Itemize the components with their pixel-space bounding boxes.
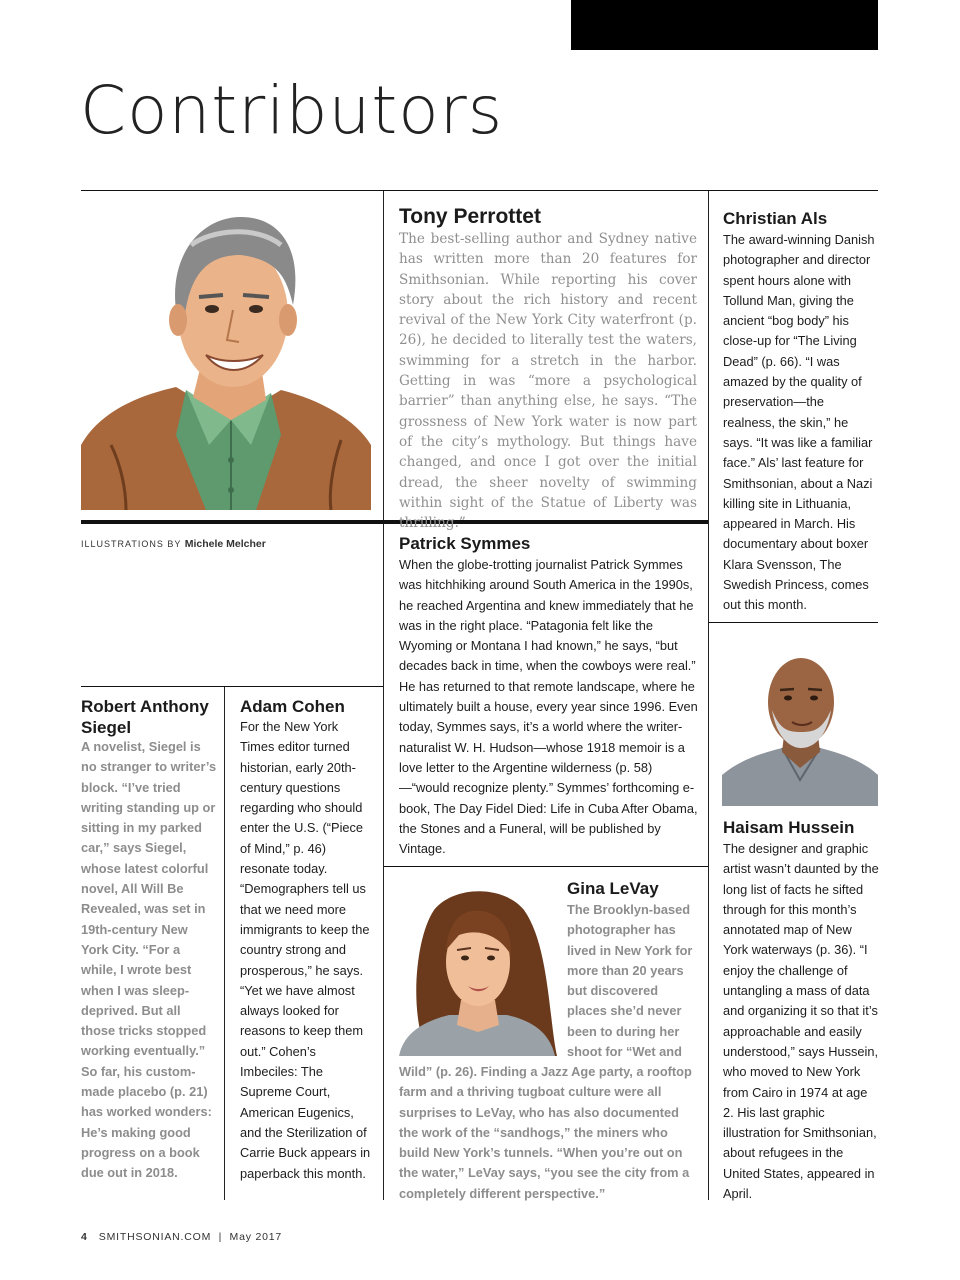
illustration-credit <box>81 538 266 550</box>
levay-bio-wrap: The Brooklyn-based photographer has lived in New York for more than 20 years but discovered places she’d never been to during her shoot for “Wet and <box>567 902 693 1060</box>
credit-prefix: ILLUSTRATIONS BY <box>81 539 182 549</box>
column-divider-right <box>708 191 709 1200</box>
column-divider-left <box>383 191 384 1200</box>
siegel-bio: A novelist, Siegel is no stranger to writer’s block. “I’ve tried writing standing up or sitting in my parked car,” says Siegel, whose latest colorful novel, All Will Be Revealed, was set in 19th-century New York City. “For a while, I wrote best when I was sleep-deprived. But all those tricks stopped working eventually.” So far, his custom-made placebo (p. 21) has worked wonders: He’s making good progress on a book due out in 2018. <box>81 739 217 1181</box>
credit-name: Michele Melcher <box>184 538 266 550</box>
perrottet-bio: The best-selling author and Sydney native has written more than 20 features for Smithsonian. While reporting his cover story about the rich history and recent revival of the New York City waterfront (p. 26), he decided to literally test the waters, swimming for a stretch in the harbor. Getting in was “more a psychological barrier” than anything else, he says. “The grossness of New York water is now part of the city’s mythology. But things have changed, and once I got over the initial dread, the sheer novelty of swimming within sight of the Statue of Liberty was thrilling.” <box>399 231 697 532</box>
levay-name: Gina LeVay <box>567 879 659 898</box>
siegel-name: Robert Anthony Siegel <box>81 697 209 737</box>
als-bottom-rule <box>709 622 878 623</box>
als-name: Christian Als <box>723 209 828 228</box>
page-title: Contributors <box>80 72 504 149</box>
hussein-portrait <box>722 640 878 806</box>
footer-issue: May 2017 <box>229 1231 283 1243</box>
symmes-bottom-rule <box>384 866 708 867</box>
als-bio: The award-winning Danish photographer and director spent hours alone with Tollund Man, giving the ancient “bog body” his close-up for “The Living Dead” (p. 66). “I was amazed by the quality of preservation—the realness, the skin,” he says. “It was like a familiar face.” Als’ last feature for Smithsonian, about a Nazi killing site in Lithuania, appeared in March. His documentary about boxer Klara Svensson, The Swedish Princess, comes out this month. <box>723 232 875 613</box>
symmes-name: Patrick Symmes <box>399 534 531 553</box>
perrottet-name: Tony Perrottet <box>399 205 541 228</box>
top-rule <box>81 190 878 191</box>
footer: 4 SMITHSONIAN.COM | May 2017 <box>81 1231 283 1243</box>
siegel-cohen-divider <box>224 687 225 1200</box>
levay-bio-continued: Wild” (p. 26). Finding a Jazz Age party, a rooftop farm and a thriving tugboat culture were all surprises to LeVay, who has also documented the work of the “sandhogs,” the miners who build New York’s tunnels. “When you’re out on the water,” LeVay says, “you see the city from a completely different perspective.” <box>399 1064 692 1201</box>
symmes-bio: When the globe-trotting journalist Patrick Symmes was hitchhiking around South America in the 1990s, he reached Argentina and knew immediately that he was in the right place. “Patagonia felt like the Wyoming or Montana I had known,” he says, “but decades back in time, when the cowboys were real.” He has returned to that remote landscape, where he ultimately built a house, every year since 1996. Even today, Symmes says, it’s a world where the writer-naturalist W. H. Hudson—whose 1918 memoir is a love letter to the Argentine wilderness (p. 58)—“would recognize plenty.” Symmes’ forthcoming e-book, The Day Fidel Died: Life in Cuba After Obama, the Stones and a Funeral, will be published by Vintage. <box>399 557 698 857</box>
siegel-cohen-top-rule <box>81 686 383 687</box>
cohen-bio: For the New York Times editor turned historian, early 20th-century questions regarding who should enter the U.S. (“Piece of Mind,” p. 46) resonate today. “Demographers tell us that we need more immigrants to keep the country strong and prosperous,” he says. “Yet we have almost always looked for reasons to keep them out.” Cohen’s Imbeciles: The Supreme Court, American Eugenics, and the Sterilization of Carrie Buck appears in paperback this month. <box>240 719 371 1181</box>
footer-site: SMITHSONIAN.COM <box>98 1231 212 1243</box>
footer-page-number: 4 <box>81 1231 88 1243</box>
header-black-bar <box>571 0 878 50</box>
levay-portrait <box>399 880 557 1056</box>
hussein-name: Haisam Hussein <box>723 818 855 837</box>
hussein-bio: The designer and graphic artist wasn’t daunted by the long list of facts he sifted through for this month’s annotated map of New York waterways (p. 36). “I enjoy the challenge of untangling a mass of data and organizing it so that it’s approachable and easily understood,” says Hussein, who moved to New York from Cairo in 1974 at age 2. His last graphic illustration for Smithsonian, about refugees in the United States, appeared in April. <box>723 841 879 1202</box>
perrottet-portrait <box>81 205 371 510</box>
cohen-name: Adam Cohen <box>240 697 345 716</box>
